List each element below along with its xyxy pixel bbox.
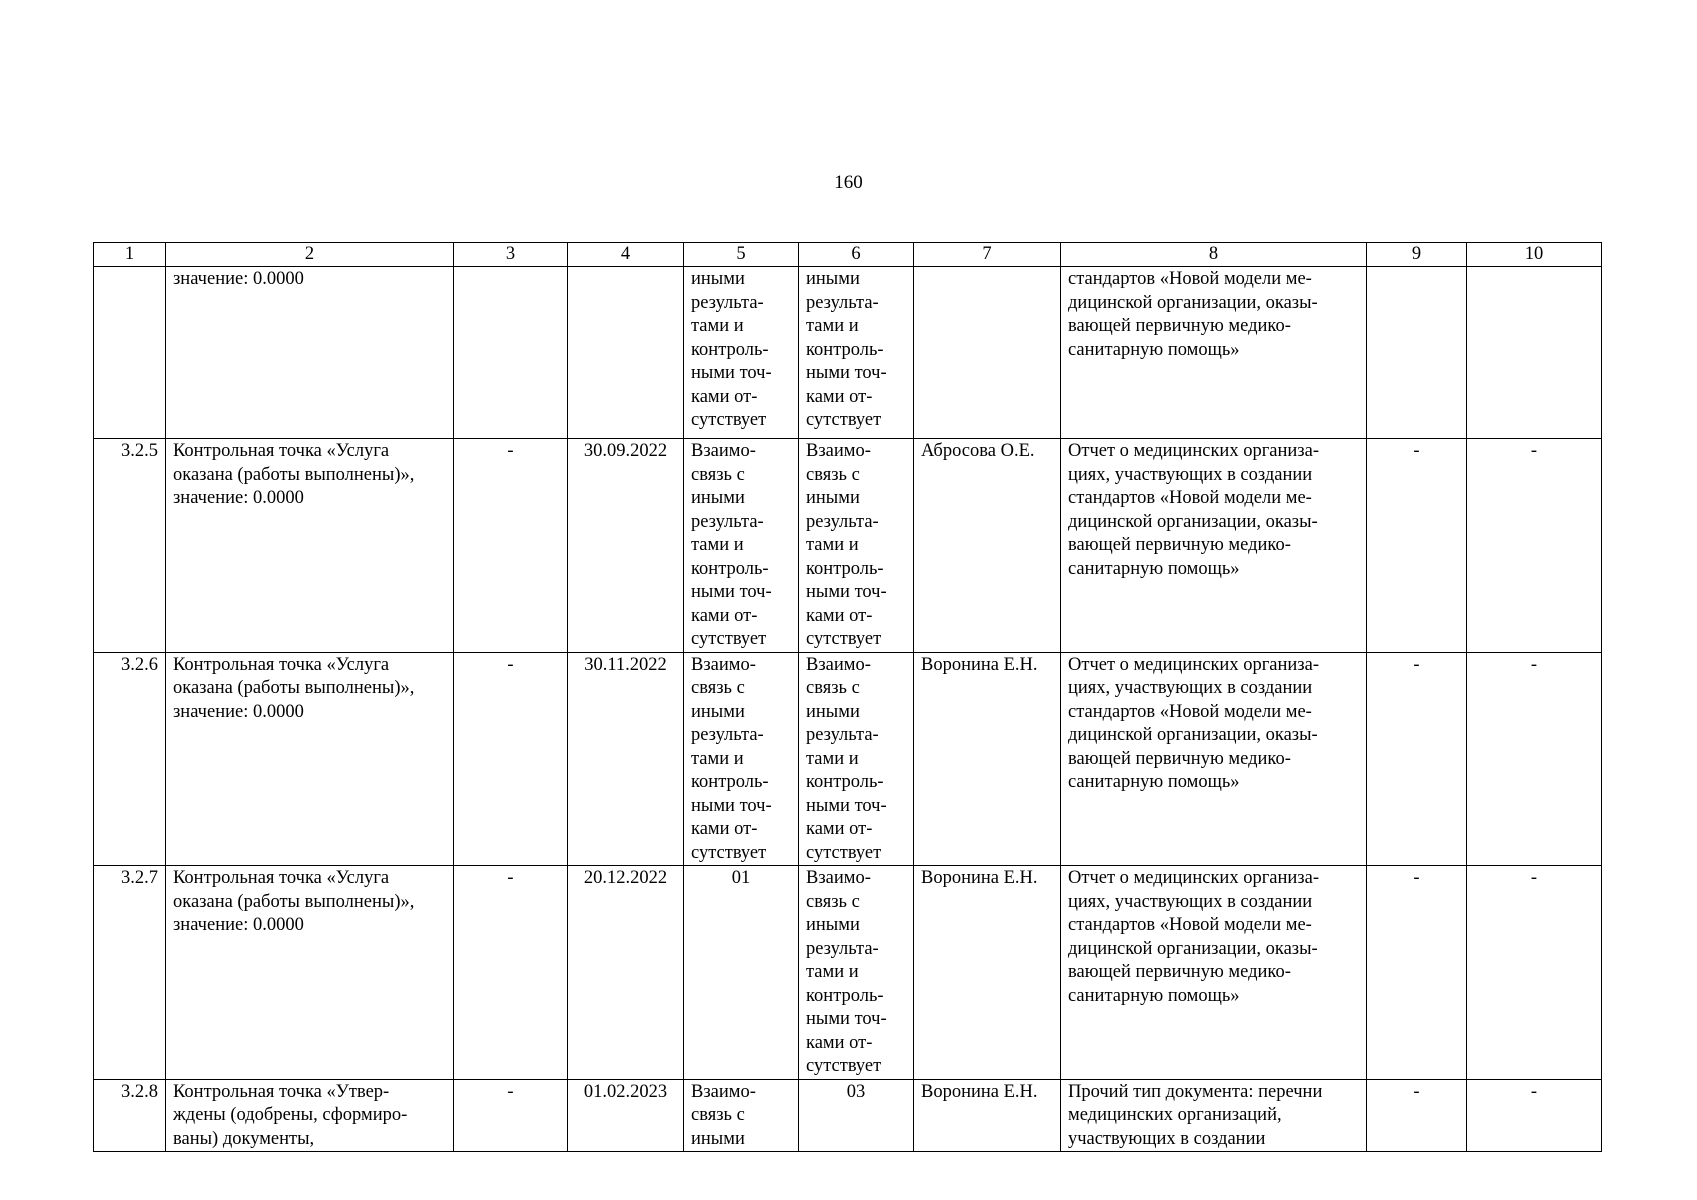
cell-col10: - — [1467, 1079, 1602, 1152]
cell-col5: Взаимо- связь с иными результа- тами и контроль- ными точ- ками от- сутствует — [684, 652, 799, 866]
header-cell: 4 — [568, 243, 684, 267]
checkpoint-date: 01.02.2023 — [568, 1079, 684, 1152]
cell-col9: - — [1367, 439, 1467, 653]
cell-col6: Взаимо- связь с иными результа- тами и контроль- ными точ- ками от- сутствует — [799, 866, 914, 1080]
header-cell: 8 — [1061, 243, 1367, 267]
row-number: 3.2.8 — [94, 1079, 166, 1152]
document-description: Отчет о медицинских организа- циях, участвующих в создании стандартов «Новой модели ме- дицинской организации, оказы- вающей первичную медико- санитарную помощь» — [1061, 652, 1367, 866]
row-number: 3.2.7 — [94, 866, 166, 1080]
header-cell: 7 — [914, 243, 1061, 267]
checkpoint-date — [568, 267, 684, 439]
responsible-person: Воронина Е.Н. — [914, 1079, 1061, 1152]
document-description: Отчет о медицинских организа- циях, участвующих в создании стандартов «Новой модели ме- дицинской организации, оказы- вающей первичную медико- санитарную помощь» — [1061, 866, 1367, 1080]
checkpoint-date: 30.09.2022 — [568, 439, 684, 653]
row-number — [94, 267, 166, 439]
table-header-row — [94, 243, 1602, 267]
checkpoint-date: 20.12.2022 — [568, 866, 684, 1080]
cell-col5: 01 — [684, 866, 799, 1080]
header-cell: 10 — [1467, 243, 1602, 267]
responsible-person: Воронина Е.Н. — [914, 652, 1061, 866]
cell-col9 — [1367, 267, 1467, 439]
cell-col10: - — [1467, 652, 1602, 866]
cell-col5: Взаимо- связь с иными — [684, 1079, 799, 1152]
header-cell: 1 — [94, 243, 166, 267]
cell-col5: иными результа- тами и контроль- ными точ- ками от- сутствует — [684, 267, 799, 439]
row-number: 3.2.5 — [94, 439, 166, 653]
header-cell: 2 — [166, 243, 454, 267]
header-cell: 9 — [1367, 243, 1467, 267]
checkpoint-name: Контрольная точка «Утвер- ждены (одобрены, сформиро- ваны) документы, — [166, 1079, 454, 1152]
document-description: Отчет о медицинских организа- циях, участвующих в создании стандартов «Новой модели ме- дицинской организации, оказы- вающей первичную медико- санитарную помощь» — [1061, 439, 1367, 653]
row-number: 3.2.6 — [94, 652, 166, 866]
cell-col10: - — [1467, 866, 1602, 1080]
cell-col10 — [1467, 267, 1602, 439]
cell-col10: - — [1467, 439, 1602, 653]
responsible-person: Абросова О.Е. — [914, 439, 1061, 653]
table-row — [94, 866, 1602, 1080]
header-cell: 3 — [454, 243, 568, 267]
table-row — [94, 1079, 1602, 1152]
table-row — [94, 439, 1602, 653]
cell-col3: - — [454, 439, 568, 653]
checkpoint-name: Контрольная точка «Услуга оказана (работы выполнены)», значение: 0.0000 — [166, 439, 454, 653]
cell-col5: Взаимо- связь с иными результа- тами и контроль- ными точ- ками от- сутствует — [684, 439, 799, 653]
checkpoint-date: 30.11.2022 — [568, 652, 684, 866]
cell-col9: - — [1367, 652, 1467, 866]
table-row — [94, 652, 1602, 866]
cell-col6: Взаимо- связь с иными результа- тами и контроль- ными точ- ками от- сутствует — [799, 652, 914, 866]
document-description: Прочий тип документа: перечни медицинских организаций, участвующих в создании — [1061, 1079, 1367, 1152]
responsible-person — [914, 267, 1061, 439]
cell-col3: - — [454, 866, 568, 1080]
document-description: стандартов «Новой модели ме- дицинской организации, оказы- вающей первичную медико- санитарную помощь» — [1061, 267, 1367, 439]
responsible-person: Воронина Е.Н. — [914, 866, 1061, 1080]
cell-col6: иными результа- тами и контроль- ными точ- ками от- сутствует — [799, 267, 914, 439]
cell-col3: - — [454, 1079, 568, 1152]
checkpoint-name: значение: 0.0000 — [166, 267, 454, 439]
cell-col6: 03 — [799, 1079, 914, 1152]
cell-col3 — [454, 267, 568, 439]
checkpoint-name: Контрольная точка «Услуга оказана (работы выполнены)», значение: 0.0000 — [166, 866, 454, 1080]
table-row — [94, 267, 1602, 439]
header-cell: 5 — [684, 243, 799, 267]
cell-col6: Взаимо- связь с иными результа- тами и контроль- ными точ- ками от- сутствует — [799, 439, 914, 653]
cell-col9: - — [1367, 1079, 1467, 1152]
cell-col9: - — [1367, 866, 1467, 1080]
header-cell: 6 — [799, 243, 914, 267]
page-number: 160 — [834, 172, 863, 193]
checkpoint-name: Контрольная точка «Услуга оказана (работы выполнены)», значение: 0.0000 — [166, 652, 454, 866]
cell-col3: - — [454, 652, 568, 866]
control-points-table — [93, 242, 1602, 1152]
